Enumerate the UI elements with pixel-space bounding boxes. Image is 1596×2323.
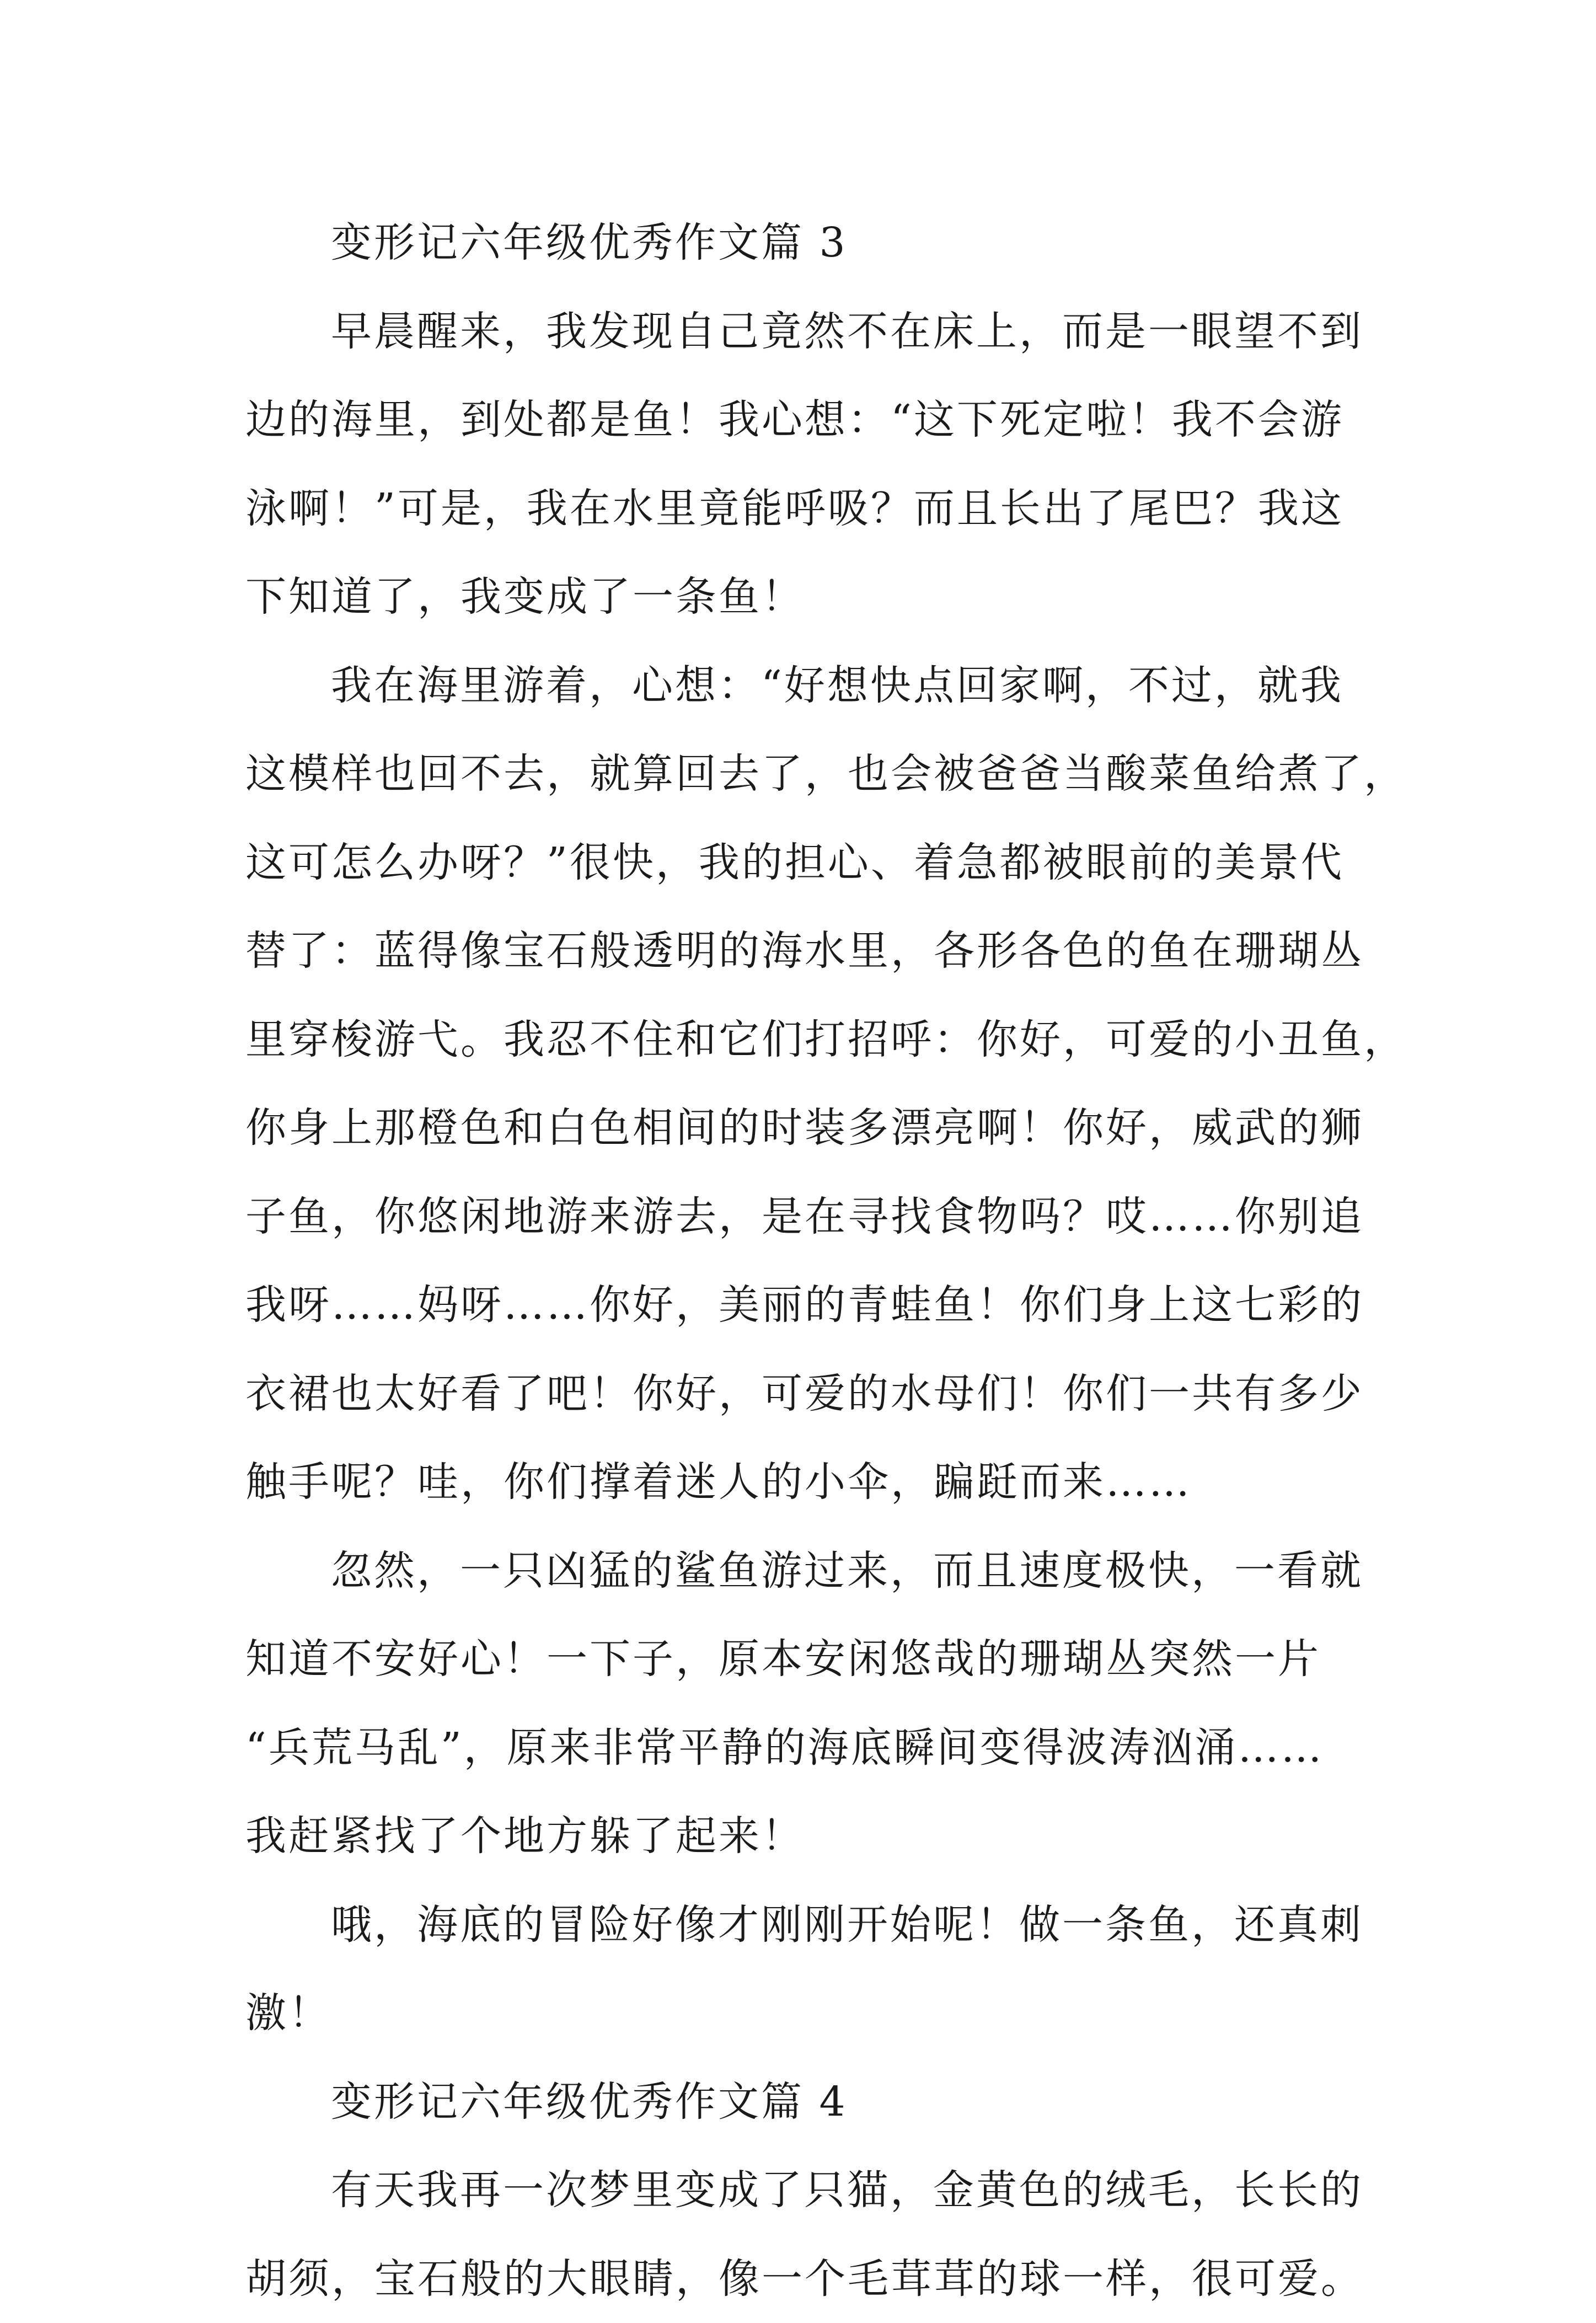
paragraph-line: 你身上那橙色和白色相间的时装多漂亮啊！你好，威武的狮 bbox=[245, 1084, 1370, 1173]
paragraph-line: 忽然，一只凶猛的鲨鱼游过来，而且速度极快，一看就 bbox=[245, 1527, 1370, 1615]
paragraph-line: 替了：蓝得像宝石般透明的海水里，各形各色的鱼在珊瑚丛 bbox=[245, 907, 1370, 995]
paragraph-line: 我赶紧找了个地方躲了起来！ bbox=[245, 1792, 1370, 1881]
paragraph-line: 衣裙也太好看了吧！你好，可爱的水母们！你们一共有多少 bbox=[245, 1350, 1370, 1438]
paragraph-line: 早晨醒来，我发现自己竟然不在床上，而是一眼望不到 bbox=[245, 287, 1370, 376]
paragraph-line: 触手呢？哇，你们撑着迷人的小伞，蹁跹而来…… bbox=[245, 1438, 1370, 1527]
paragraph-line: 有天我再一次梦里变成了只猫，金黄色的绒毛，长长的 bbox=[245, 2146, 1370, 2235]
paragraph-line: 我在海里游着，心想：“好想快点回家啊，不过，就我 bbox=[245, 641, 1370, 730]
essay-heading-3: 变形记六年级优秀作文篇 3 bbox=[245, 199, 1370, 287]
paragraph-line: 这可怎么办呀？”很快，我的担心、着急都被眼前的美景代 bbox=[245, 818, 1370, 907]
paragraph-line: 激！ bbox=[245, 1969, 1370, 2058]
paragraph-line: 里穿梭游弋。我忍不住和它们打招呼：你好，可爱的小丑鱼， bbox=[245, 995, 1370, 1084]
paragraph-line: 泳啊！”可是，我在水里竟能呼吸？而且长出了尾巴？我这 bbox=[245, 464, 1370, 553]
paragraph-line: “兵荒马乱”，原来非常平静的海底瞬间变得波涛汹涌…… bbox=[245, 1704, 1370, 1792]
paragraph-line: 边的海里，到处都是鱼！我心想：“这下死定啦！我不会游 bbox=[245, 376, 1370, 464]
paragraph-line: 知道不安好心！一下子，原本安闲悠哉的珊瑚丛突然一片 bbox=[245, 1615, 1370, 1704]
paragraph-line: 我呀……妈呀……你好，美丽的青蛙鱼！你们身上这七彩的 bbox=[245, 1261, 1370, 1350]
paragraph-line: 哦，海底的冒险好像才刚刚开始呢！做一条鱼，还真刺 bbox=[245, 1881, 1370, 1969]
essay-heading-4: 变形记六年级优秀作文篇 4 bbox=[245, 2058, 1370, 2147]
paragraph-line: 胡须，宝石般的大眼睛，像一个毛茸茸的球一样，很可爱。 bbox=[245, 2235, 1370, 2323]
document-body bbox=[245, 199, 1370, 2323]
paragraph-line: 这模样也回不去，就算回去了，也会被爸爸当酸菜鱼给煮了， bbox=[245, 730, 1370, 818]
paragraph-line: 子鱼，你悠闲地游来游去，是在寻找食物吗？哎……你别追 bbox=[245, 1173, 1370, 1261]
paragraph-line: 下知道了，我变成了一条鱼！ bbox=[245, 553, 1370, 641]
